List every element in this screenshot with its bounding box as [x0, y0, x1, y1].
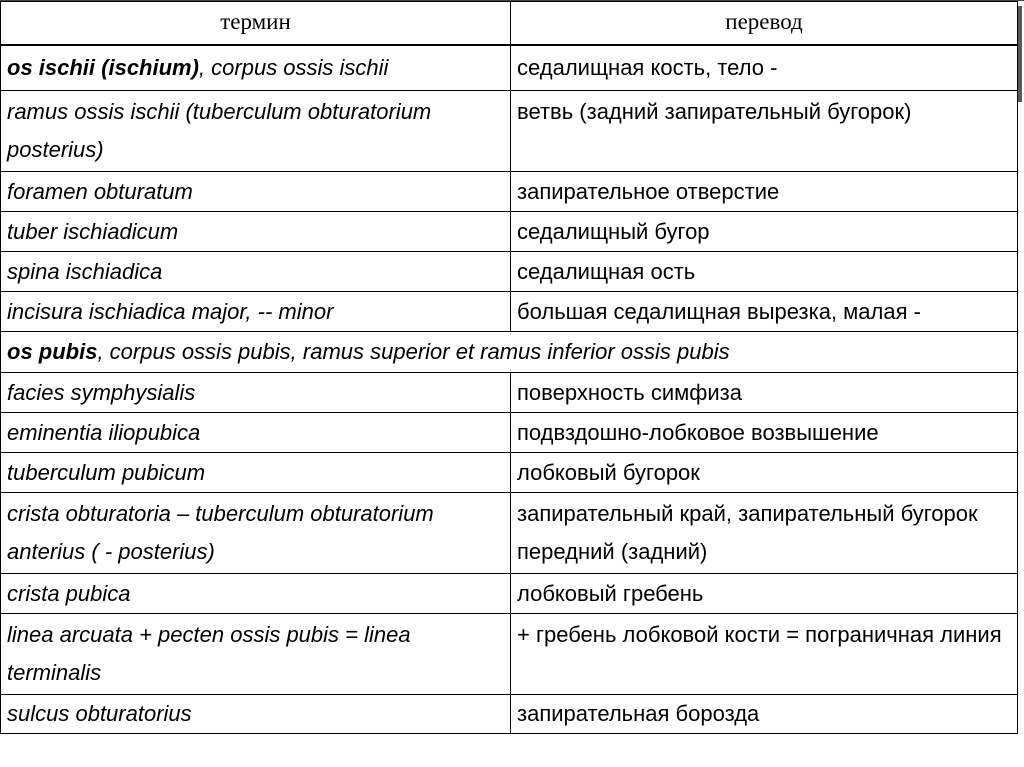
translation-cell: запирательная борозда [511, 695, 1018, 734]
translation-cell: седалищная ость [511, 252, 1018, 292]
term-cell: crista obturatoria – tuberculum obturatorium anterius ( - posterius) [1, 493, 511, 574]
table-row [1, 172, 1018, 212]
table-header-row [1, 2, 1018, 46]
term-cell: incisura ischiadica major, -- minor [1, 292, 511, 332]
table-row [1, 614, 1018, 695]
table-row [1, 373, 1018, 413]
term-bold: os ischii (ischium) [7, 55, 199, 80]
translation-cell: седалищная кость, тело - [511, 45, 1018, 91]
term-cell-spanning [1, 332, 1018, 373]
translation-cell: + гребень лобковой кости = пограничная линия [511, 614, 1018, 695]
term-cell: sulcus obturatorius [1, 695, 511, 734]
table-row [1, 45, 1018, 91]
terminology-table [0, 1, 1018, 734]
table-row [1, 695, 1018, 734]
translation-cell: ветвь (задний запирательный бугорок) [511, 91, 1018, 172]
table-row [1, 292, 1018, 332]
translation-cell: подвздошно-лобковое возвышение [511, 413, 1018, 453]
translation-cell: седалищный бугор [511, 212, 1018, 252]
translation-cell: запирательный край, запирательный бугорок передний (задний) [511, 493, 1018, 574]
term-cell: foramen obturatum [1, 172, 511, 212]
term-cell: crista pubica [1, 574, 511, 614]
translation-cell: лобковый гребень [511, 574, 1018, 614]
term-cell: linea arcuata + pecten ossis pubis = linea terminalis [1, 614, 511, 695]
term-bold: os pubis [7, 339, 98, 364]
table-row [1, 91, 1018, 172]
translation-cell: большая седалищная вырезка, малая - [511, 292, 1018, 332]
term-cell: tuber ischiadicum [1, 212, 511, 252]
term-cell: eminentia iliopubica [1, 413, 511, 453]
table-row [1, 493, 1018, 574]
table-row [1, 212, 1018, 252]
header-term: термин [1, 2, 511, 46]
translation-cell: запирательное отверстие [511, 172, 1018, 212]
table-row [1, 453, 1018, 493]
term-rest: , corpus ossis pubis, ramus superior et ramus inferior ossis pubis [97, 339, 730, 364]
term-cell: ramus ossis ischii (tuberculum obturatorium posterius) [1, 91, 511, 172]
scrollbar-edge [1018, 6, 1022, 102]
table-row [1, 574, 1018, 614]
term-rest: , corpus ossis ischii [198, 55, 389, 80]
translation-cell: поверхность симфиза [511, 373, 1018, 413]
term-cell: spina ischiadica [1, 252, 511, 292]
term-cell [1, 45, 511, 91]
header-translation: перевод [511, 2, 1018, 46]
term-cell: tuberculum pubicum [1, 453, 511, 493]
table-row-spanning [1, 332, 1018, 373]
table-row [1, 413, 1018, 453]
table-row [1, 252, 1018, 292]
term-cell: facies symphysialis [1, 373, 511, 413]
translation-cell: лобковый бугорок [511, 453, 1018, 493]
